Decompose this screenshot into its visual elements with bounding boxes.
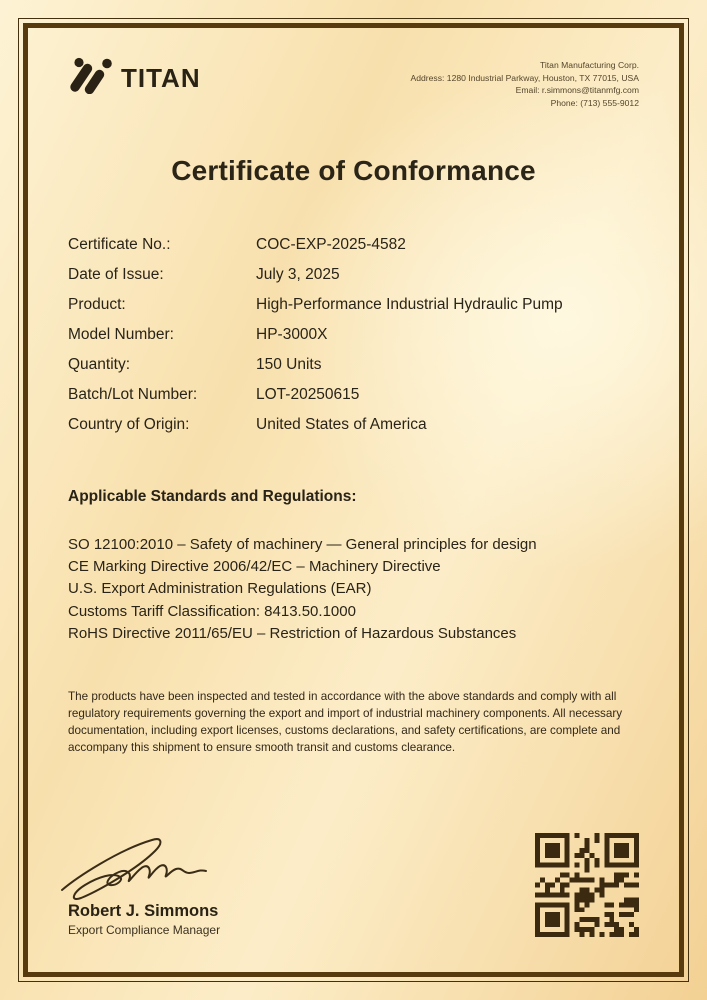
standards-list bbox=[68, 534, 657, 645]
company-info bbox=[411, 56, 640, 110]
page-title: Certificate of Conformance bbox=[171, 155, 536, 186]
detail-label: Quantity: bbox=[68, 356, 131, 373]
detail-value: United States of America bbox=[256, 416, 427, 433]
detail-value: July 3, 2025 bbox=[256, 266, 340, 283]
company-email: Email: r.simmons@titanmfg.com bbox=[515, 85, 639, 96]
detail-label: Date of Issue: bbox=[68, 266, 164, 283]
detail-row-batch-lot-number bbox=[68, 386, 647, 416]
detail-value: HP-3000X bbox=[256, 326, 328, 343]
standards-item: RoHS Directive 2011/65/EU – Restriction of Hazardous Substances bbox=[68, 624, 517, 642]
signature-scribble bbox=[56, 834, 216, 904]
signatory-role: Export Compliance Manager bbox=[68, 923, 221, 937]
standards-heading: Applicable Standards and Regulations: bbox=[68, 488, 357, 505]
certificate-details bbox=[68, 236, 647, 446]
qr-code bbox=[535, 833, 639, 937]
detail-row-date-of-issue bbox=[68, 266, 647, 296]
company-logo bbox=[66, 56, 201, 99]
declaration-paragraph: The products have been inspected and tested in accordance with the above standards and comply with all regulatory requirements governing the export and import of industrial machinery components. All necessary documentation, including export licenses, customs declarations, and safety certifications, are complete and accompany this shipment to ensure smooth transit and customs clearance. bbox=[68, 690, 623, 754]
detail-row-country-of-origin bbox=[68, 416, 647, 446]
detail-value: LOT-20250615 bbox=[256, 386, 360, 403]
logo-wordmark: TITAN bbox=[121, 62, 201, 93]
header bbox=[66, 56, 639, 110]
detail-value: High-Performance Industrial Hydraulic Pump bbox=[256, 296, 563, 313]
titan-logo-icon bbox=[66, 56, 112, 99]
company-phone: Phone: (713) 555-9012 bbox=[550, 98, 639, 109]
standards-item: SO 12100:2010 – Safety of machinery — General principles for design bbox=[68, 536, 537, 553]
signatory-name: Robert J. Simmons bbox=[68, 902, 219, 920]
detail-value: 150 Units bbox=[256, 356, 322, 373]
standards-item: U.S. Export Administration Regulations (EAR) bbox=[68, 580, 372, 598]
company-address: Address: 1280 Industrial Parkway, Houston, TX 77015, USA bbox=[410, 72, 639, 83]
company-name: Titan Manufacturing Corp. bbox=[539, 60, 639, 70]
detail-row-product bbox=[68, 296, 647, 326]
detail-label: Certificate No.: bbox=[68, 236, 171, 253]
detail-label: Batch/Lot Number: bbox=[68, 386, 198, 403]
detail-label: Model Number: bbox=[68, 326, 174, 343]
standards-item: Customs Tariff Classification: 8413.50.1000 bbox=[68, 602, 356, 620]
detail-row-certificate-no bbox=[68, 236, 647, 266]
detail-row-quantity bbox=[68, 356, 647, 386]
detail-value: COC-EXP-2025-4582 bbox=[256, 236, 406, 253]
standards-item: CE Marking Directive 2006/42/EC – Machinery Directive bbox=[68, 558, 441, 576]
detail-row-model-number bbox=[68, 326, 647, 356]
detail-label: Product: bbox=[68, 296, 126, 313]
detail-label: Country of Origin: bbox=[68, 416, 190, 433]
signature-block bbox=[56, 834, 221, 937]
